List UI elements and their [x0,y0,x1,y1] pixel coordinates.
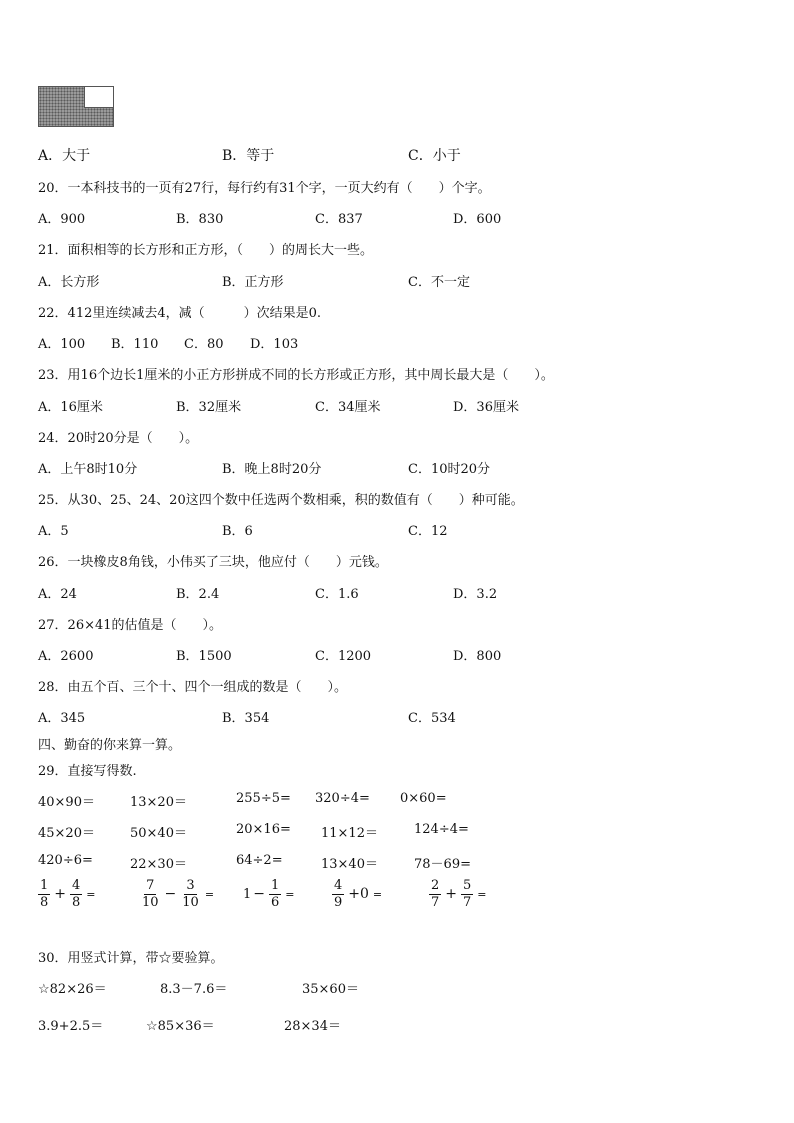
q20-stem: 20．一本科技书的一页有27行，每行约有31个字，一页大约有（ ）个字。 [38,181,491,196]
q26-option-b: B．2.4 [176,587,220,602]
q25-stem: 25．从30、25、24、20这四个数中任选两个数相乘，积的数值有（ ）种可能。 [38,493,524,508]
operator: + [54,886,67,903]
fraction-expression [330,879,382,909]
q22-stem: 22．412里连续减去4，减（ ）次结果是0. [38,306,322,321]
q19-option-b: B．等于 [222,148,275,164]
calc-item: 35×60＝ [302,982,359,997]
denominator: 9 [334,894,343,910]
denominator: 10 [182,894,199,910]
q24-option-c: C．10时20分 [408,462,491,477]
q19-option-a: A．大于 [38,148,91,164]
q20-option-a: A．900 [38,212,86,227]
equals-sign: = [285,887,295,901]
q22-option-b: B．110 [111,337,159,352]
fraction-expression [427,879,487,909]
section-heading: 四、勤奋的你来算一算。 [38,738,182,753]
calc-item: 124÷4= [414,822,469,837]
numerator: 5 [463,878,472,893]
calc-item: 13×20＝ [130,795,187,810]
fraction-expression [36,879,96,909]
calc-item: 20×16= [236,822,291,837]
calc-item: 78－69= [414,857,471,872]
numerator: 4 [72,878,81,893]
q26-option-c: C．1.6 [315,587,359,602]
q29-stem: 29．直接写得数. [38,764,137,779]
calc-item: 28×34＝ [284,1019,341,1034]
q25-option-b: B．6 [222,524,253,539]
q20-option-b: B．830 [176,212,224,227]
fraction-expression [243,879,295,909]
q23-option-d: D．36厘米 [453,400,519,415]
q26-option-a: A．24 [38,587,77,602]
calc-item: 3.9+2.5＝ [38,1019,104,1034]
q27-option-b: B．1500 [176,649,232,664]
denominator: 8 [40,894,49,910]
q26-stem: 26．一块橡皮8角钱，小伟买了三块，他应付（ ）元钱。 [38,555,388,570]
numerator: 3 [186,878,195,893]
calc-item: 13×40＝ [321,857,378,872]
calc-item: 0×60= [400,791,447,806]
q28-option-c: C．534 [408,711,456,726]
equals-sign: = [477,887,487,901]
calc-item: 50×40＝ [130,826,187,841]
operator: − [164,886,177,903]
operator: − [253,886,266,903]
equals-sign: = [372,887,383,901]
q21-option-c: C．不一定 [408,275,470,290]
q24-option-a: A．上午8时10分 [38,462,138,477]
q24-stem: 24．20时20分是（ ）。 [38,431,199,446]
operator: +0 [348,886,369,903]
calc-item: 320÷4= [315,791,370,806]
q21-stem: 21．面积相等的长方形和正方形，（ ）的周长大一些。 [38,243,374,258]
q20-option-c: C．837 [315,212,363,227]
q27-option-c: C．1200 [315,649,372,664]
whole-number: 1 [243,886,252,902]
q23-option-c: C．34厘米 [315,400,381,415]
shaded-rectangle-figure [38,86,114,127]
q23-option-b: B．32厘米 [176,400,242,415]
q30-stem: 30．用竖式计算，带☆要验算。 [38,951,224,966]
calc-item: ☆85×36＝ [146,1019,215,1034]
numerator: 2 [431,878,440,893]
q23-option-a: A．16厘米 [38,400,103,415]
calc-item: 255÷5= [236,791,291,806]
q28-option-a: A．345 [38,711,86,726]
q28-stem: 28．由五个百、三个十、四个一组成的数是（ ）。 [38,680,348,695]
operator: + [445,886,458,903]
q28-option-b: B．354 [222,711,270,726]
calc-item: 64÷2= [236,853,283,868]
numerator: 4 [334,878,343,893]
equals-sign: = [86,887,96,901]
denominator: 6 [271,894,280,910]
calc-item: 8.3－7.6＝ [160,982,228,997]
q24-option-b: B．晚上8时20分 [222,462,322,477]
q21-option-a: A．长方形 [38,275,100,290]
calc-item: 45×20＝ [38,826,95,841]
numerator: 7 [146,878,155,893]
q19-option-c: C．小于 [408,148,461,164]
calc-item: 11×12＝ [321,826,378,841]
q27-option-d: D．800 [453,649,502,664]
fraction-expression [138,879,214,909]
calc-item: 40×90＝ [38,795,95,810]
q20-option-d: D．600 [453,212,502,227]
q26-option-d: D．3.2 [453,587,498,602]
q27-option-a: A．2600 [38,649,94,664]
denominator: 8 [72,894,81,910]
denominator: 7 [463,894,472,910]
q25-option-c: C．12 [408,524,448,539]
q27-stem: 27．26×41的估值是（ ）。 [38,618,223,633]
unshaded-corner [84,86,114,108]
q22-option-d: D．103 [250,337,299,352]
equals-sign: = [204,887,215,901]
calc-item: 22×30＝ [130,857,187,872]
denominator: 10 [142,894,159,910]
q25-option-a: A．5 [38,524,69,539]
q21-option-b: B．正方形 [222,275,284,290]
calc-item: ☆82×26＝ [38,982,107,997]
denominator: 7 [431,894,440,910]
calc-item: 420÷6= [38,853,93,868]
numerator: 1 [40,878,49,893]
q22-option-c: C．80 [184,337,224,352]
q23-stem: 23．用16个边长1厘米的小正方形拼成不同的长方形或正方形，其中周长最大是（ ）。 [38,368,554,383]
numerator: 1 [271,878,280,893]
q22-option-a: A．100 [38,337,86,352]
